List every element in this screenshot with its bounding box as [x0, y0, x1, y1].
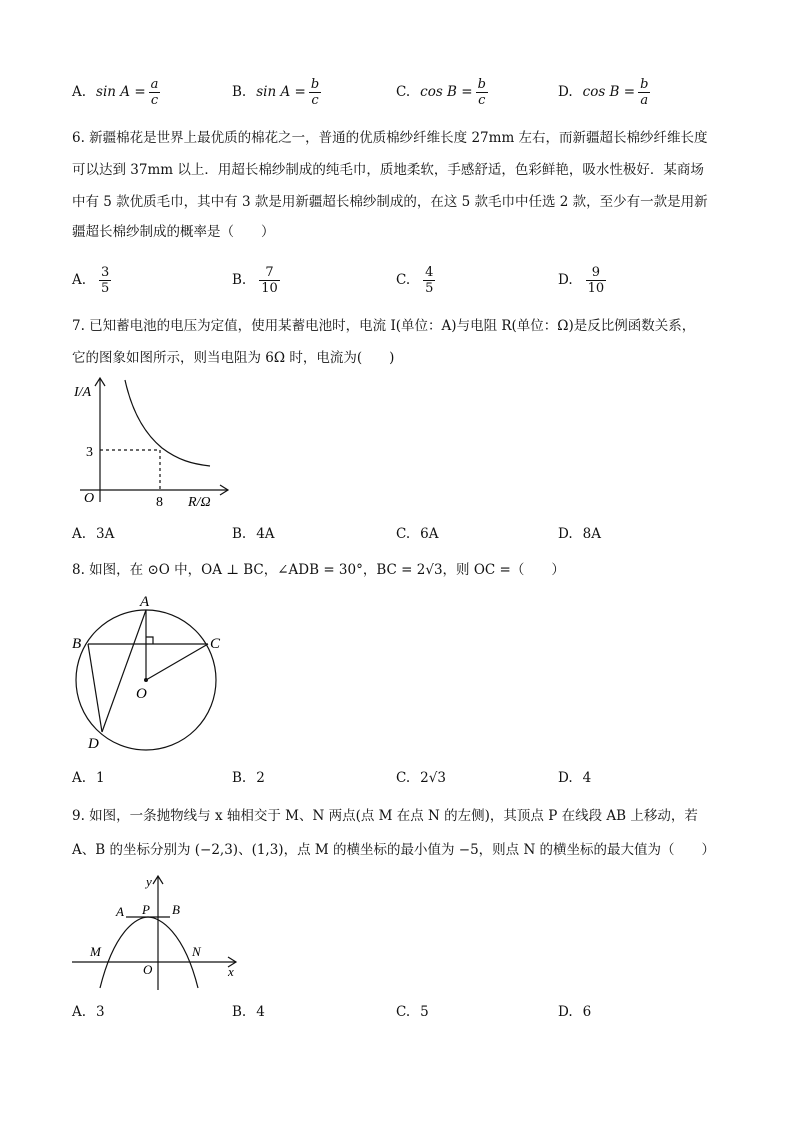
q8-option-a[interactable]: A. 1 [72, 770, 105, 786]
y-axis-label: y [146, 874, 152, 889]
y-tick-label: 3 [86, 445, 93, 460]
q6-text-line-2: 可以达到 37mm 以上．用超长棉纱制成的纯毛巾，质地柔软，手感舒适，色彩鲜艳，吸水性极好．某商场 [72, 162, 704, 178]
q7-text-line-1: 7. 已知蓄电池的电压为定值，使用某蓄电池时，电流 I(单位：A)与电阻 R(单位：Ω)是反比例函数关系， [72, 318, 696, 334]
q9-text-line-2: A、B 的坐标分别为 (−2,3)、(1,3)，点 M 的横坐标的最小值为 −5，则点 N 的横坐标的最大值为（ ） [72, 842, 716, 858]
fraction: $\frac{4}{5}$ [425, 264, 434, 296]
point-a-label: A [116, 904, 124, 919]
q7-options [72, 514, 732, 554]
y-axis-label: I/A [74, 385, 92, 400]
q7-option-d[interactable]: D. 8A [558, 526, 601, 542]
q7-option-b[interactable]: B. 4A [232, 526, 275, 542]
point-b-label: B [172, 902, 180, 917]
parabola [100, 917, 198, 988]
point-c-label: C [210, 636, 221, 652]
q6-options [72, 260, 732, 300]
q8-option-b[interactable]: B. 2 [232, 770, 265, 786]
center-point [144, 678, 148, 682]
q6-option-d[interactable]: D. $\frac{9}{10}$ [558, 264, 605, 296]
q7-option-c[interactable]: C. 6A [396, 526, 439, 542]
fraction: $\frac{7}{10}$ [261, 264, 278, 296]
segment-bd [88, 644, 102, 732]
point-o-label: O [136, 686, 147, 702]
point-b-label: B [72, 636, 82, 652]
q5-option-b[interactable]: B. sin A = $\frac{b}{c}$ [232, 76, 320, 108]
fraction: $\frac{a}{c}$ [150, 76, 159, 108]
q7-text-line-2: 它的图象如图所示，则当电阻为 6Ω 时，电流为( ) [72, 350, 395, 366]
q6-option-c[interactable]: C. $\frac{4}{5}$ [396, 264, 434, 296]
q5-options [72, 72, 732, 112]
point-m-label: M [90, 944, 101, 959]
q9-option-d[interactable]: D. 6 [558, 1004, 592, 1020]
q8-option-c[interactable]: C. 2√3 [396, 770, 446, 786]
segment-oc [146, 644, 208, 680]
x-axis-label: R/Ω [188, 495, 211, 510]
origin-label: O [143, 962, 153, 977]
q6-option-b[interactable]: B. $\frac{7}{10}$ [232, 264, 278, 296]
q9-parabola-figure [66, 870, 256, 992]
fraction: $\frac{b}{a}$ [640, 76, 649, 108]
point-p-label: P [142, 902, 150, 917]
q6-text-line-3: 中有 5 款优质毛巾，其中有 3 款是用新疆超长棉纱制成的，在这 5 款毛巾中任选 2 款，至少有一款是用新 [72, 194, 708, 210]
q5-option-d[interactable]: D. cos B = $\frac{b}{a}$ [558, 76, 649, 108]
q9-option-b[interactable]: B. 4 [232, 1004, 265, 1020]
q5-option-a[interactable]: A. sin A = $\frac{a}{c}$ [72, 76, 159, 108]
q8-circle-figure [66, 588, 236, 756]
point-d-label: D [88, 736, 99, 752]
q8-text-line: 8. 如图，在 ⊙O 中，OA ⊥ BC，∠ADB = 30°，BC = 2√3，则 OC =（ ） [72, 562, 565, 578]
point-a-label: A [140, 594, 150, 610]
point-n-label: N [192, 944, 201, 959]
right-angle-mark [146, 637, 153, 644]
q9-text-line-1: 9. 如图，一条抛物线与 x 轴相交于 M、N 两点(点 M 在点 N 的左侧)，其顶点 P 在线段 AB 上移动，若 [72, 808, 698, 824]
q9-option-a[interactable]: A. 3 [72, 1004, 105, 1020]
q8-options [72, 758, 732, 798]
q7-option-a[interactable]: A. 3A [72, 526, 115, 542]
origin-label: O [84, 491, 95, 506]
fraction: $\frac{3}{5}$ [101, 264, 110, 296]
q5-option-c[interactable]: C. cos B = $\frac{b}{c}$ [396, 76, 486, 108]
q7-inverse-function-graph [70, 372, 240, 512]
segment-da [102, 610, 146, 732]
q6-option-a[interactable]: A. $\frac{3}{5}$ [72, 264, 110, 296]
q6-text-line-1: 6. 新疆棉花是世界上最优质的棉花之一，普通的优质棉纱纤维长度 27mm 左右，而新疆超长棉纱纤维长度 [72, 130, 708, 146]
q9-options [72, 992, 732, 1032]
fraction: $\frac{b}{c}$ [310, 76, 320, 108]
q8-option-d[interactable]: D. 4 [558, 770, 592, 786]
x-tick-label: 8 [156, 495, 163, 510]
x-axis-label: x [228, 964, 234, 979]
q9-option-c[interactable]: C. 5 [396, 1004, 429, 1020]
fraction: $\frac{b}{c}$ [477, 76, 486, 108]
fraction: $\frac{9}{10}$ [587, 264, 605, 296]
inverse-curve [125, 380, 210, 466]
q6-text-line-4: 疆超长棉纱制成的概率是（ ） [72, 224, 275, 240]
